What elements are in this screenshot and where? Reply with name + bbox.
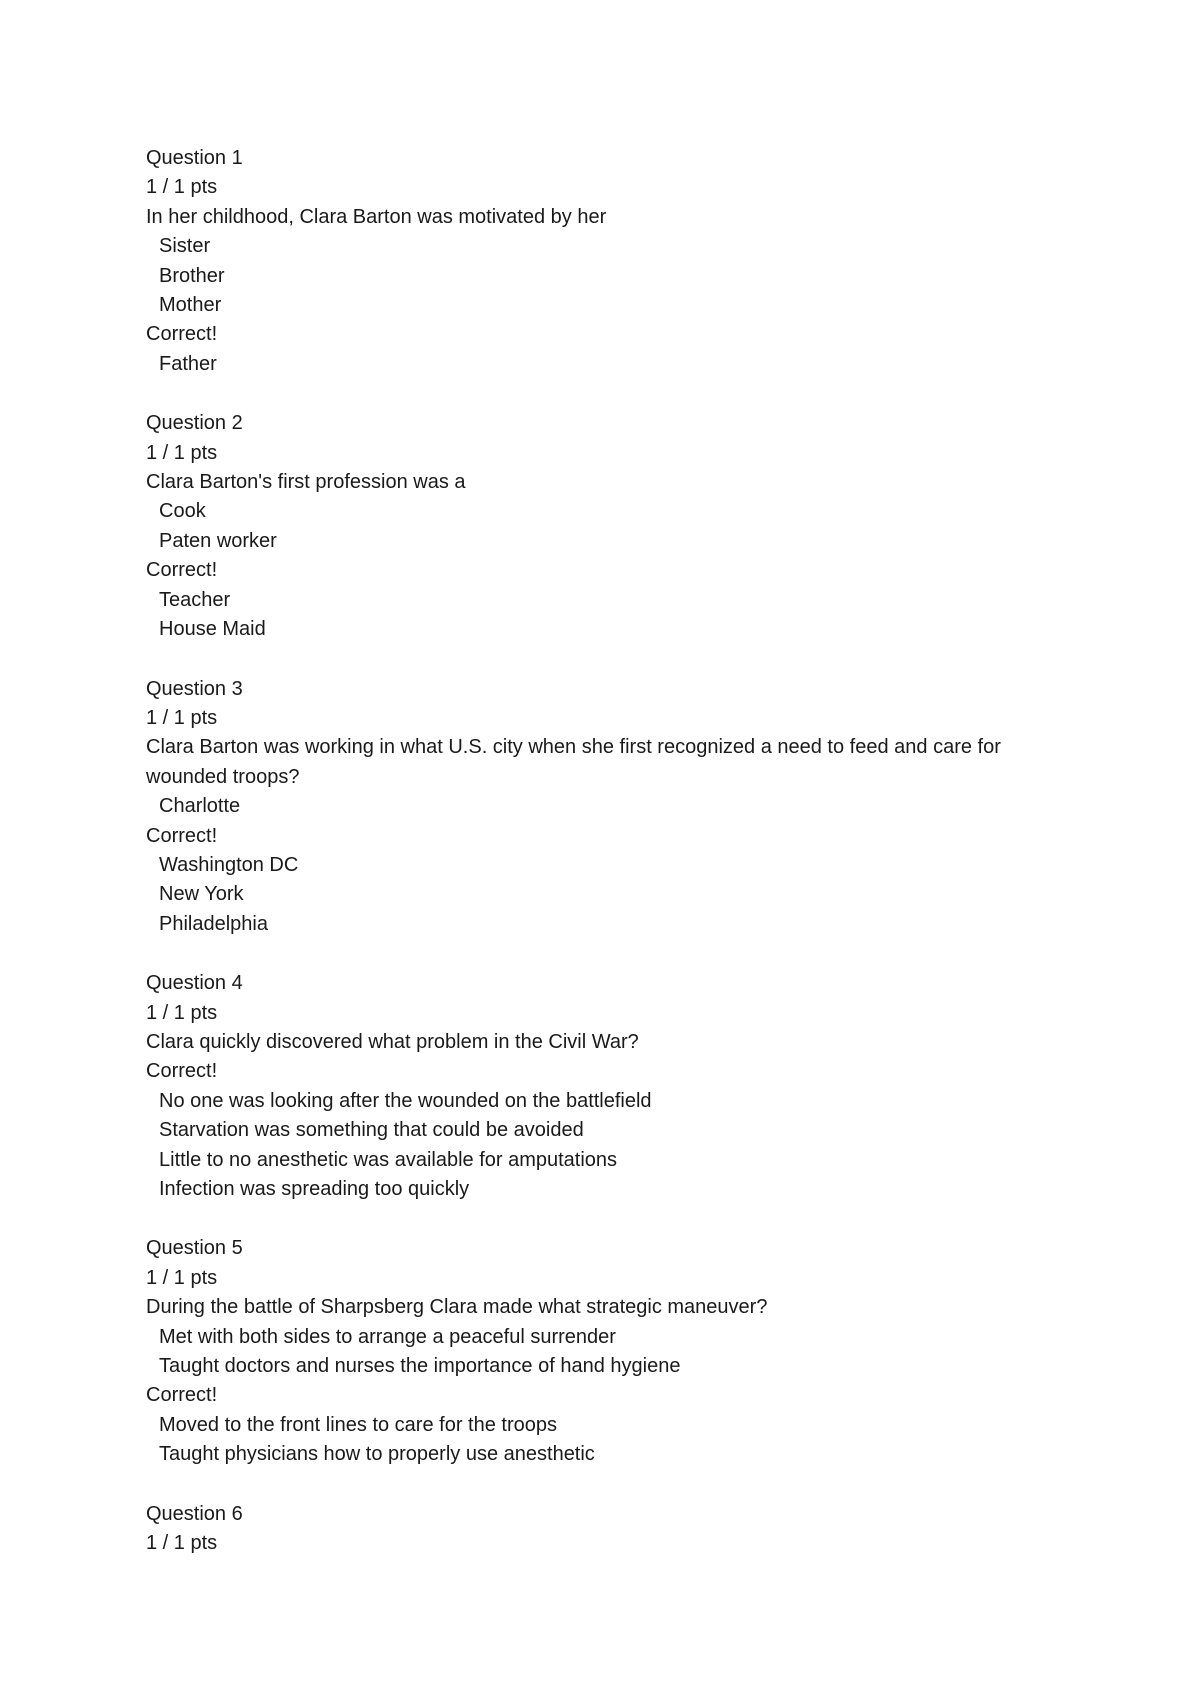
answer-option: Little to no anesthetic was available for amputations: [159, 1148, 618, 1171]
answer-option: Met with both sides to arrange a peaceful surrender: [159, 1325, 616, 1348]
answer-option: Taught doctors and nurses the importance of hand hygiene: [159, 1355, 681, 1378]
correct-marker: Correct!: [146, 824, 218, 847]
answer-option: Cook: [159, 500, 206, 523]
answer-option: Paten worker: [159, 529, 277, 552]
answer-option: Philadelphia: [159, 912, 268, 935]
question-points: 1 / 1 pts: [146, 1266, 218, 1289]
question-title: Question 2: [146, 412, 243, 435]
question-prompt: Clara Barton's first profession was a: [146, 471, 466, 494]
answer-option: Brother: [159, 264, 225, 287]
answer-option: Moved to the front lines to care for the troops: [159, 1413, 557, 1436]
question-title: Question 6: [146, 1502, 243, 1525]
answer-option: Taught physicians how to properly use anesthetic: [159, 1443, 595, 1466]
correct-marker: Correct!: [146, 1060, 218, 1083]
question-block: [146, 1500, 1046, 1559]
question-points: 1 / 1 pts: [146, 1532, 218, 1555]
answer-option: Sister: [159, 235, 211, 258]
answer-option: Infection was spreading too quickly: [159, 1178, 470, 1200]
question-title: Question 1: [146, 147, 243, 169]
question-block: [146, 675, 1046, 940]
question-title: Question 5: [146, 1237, 243, 1260]
question-list: [146, 144, 1046, 1558]
question-prompt: During the battle of Sharpsberg Clara made what strategic maneuver?: [146, 1296, 768, 1319]
answer-option: House Maid: [159, 618, 266, 641]
answer-option: New York: [159, 883, 244, 906]
answer-option: Father: [159, 352, 217, 375]
answer-option: Washington DC: [159, 853, 299, 876]
question-block: [146, 969, 1046, 1204]
correct-marker: Correct!: [146, 1384, 218, 1407]
answer-option: Starvation was something that could be avoided: [159, 1119, 584, 1142]
question-points: 1 / 1 pts: [146, 441, 218, 464]
answer-option: Teacher: [159, 588, 231, 611]
answer-option: No one was looking after the wounded on the battlefield: [159, 1089, 652, 1112]
question-prompt: In her childhood, Clara Barton was motivated by her: [146, 205, 607, 228]
question-block: [146, 1234, 1046, 1469]
question-prompt: Clara Barton was working in what U.S. city when she first recognized a need to feed and care for wounded troops?: [146, 736, 1007, 788]
answer-option: Mother: [159, 294, 222, 317]
question-block: [146, 409, 1046, 644]
correct-marker: Correct!: [146, 323, 218, 346]
quiz-document: [146, 144, 1046, 1588]
question-points: 1 / 1 pts: [146, 176, 218, 199]
question-prompt: Clara quickly discovered what problem in the Civil War?: [146, 1030, 639, 1053]
question-title: Question 4: [146, 972, 243, 995]
answer-option: Charlotte: [159, 795, 241, 818]
question-points: 1 / 1 pts: [146, 1001, 218, 1024]
question-block: [146, 144, 1046, 379]
question-title: Question 3: [146, 677, 243, 700]
question-points: 1 / 1 pts: [146, 706, 218, 729]
correct-marker: Correct!: [146, 559, 218, 582]
